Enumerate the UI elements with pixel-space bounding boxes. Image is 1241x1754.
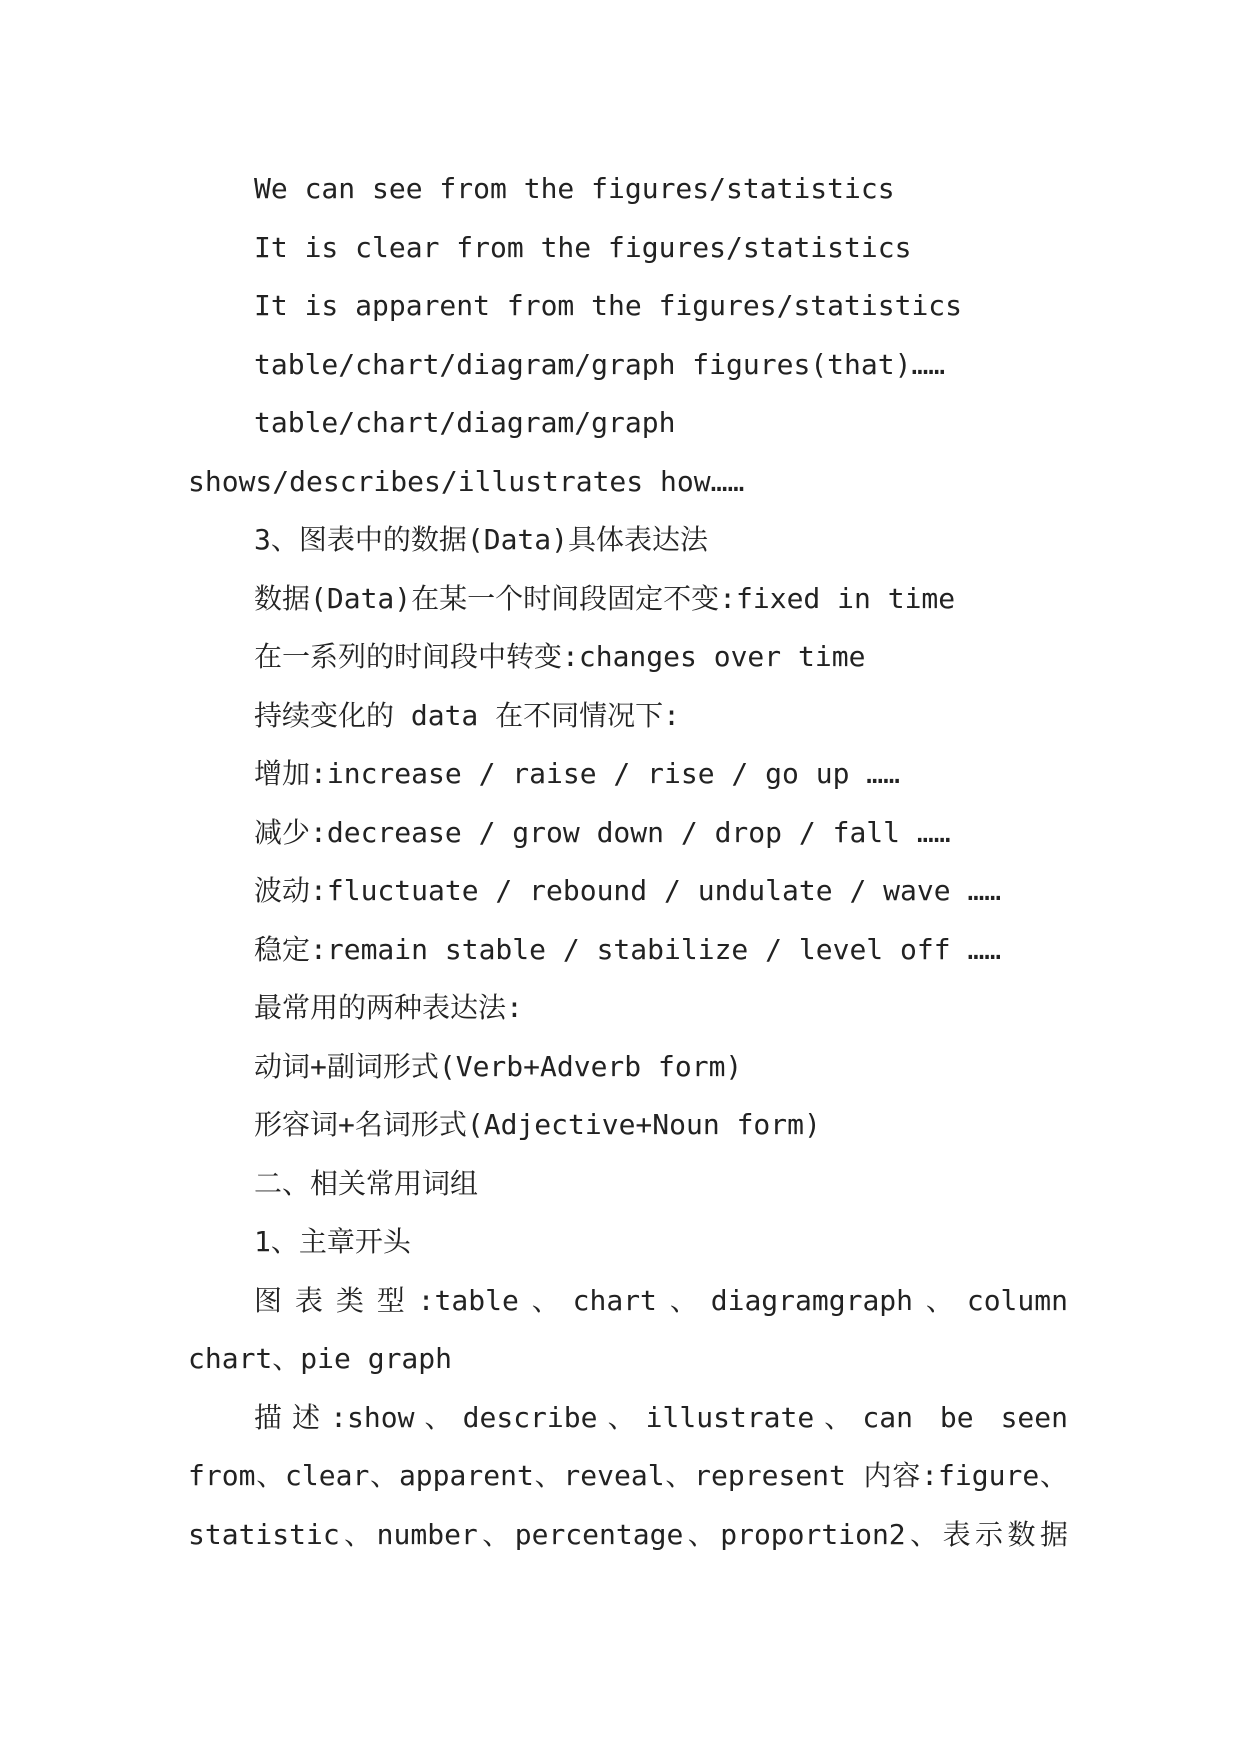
document-body: [188, 160, 1068, 1564]
text-line: table/chart/diagram/graph figures(that)……: [254, 347, 946, 381]
text-line: from、clear、apparent、reveal、represent 内容:figure、: [188, 1459, 1068, 1492]
text-line: 形容词+名词形式(Adjective+Noun form): [254, 1108, 821, 1141]
text-line: 增加:increase / raise / rise / go up ……: [254, 757, 901, 790]
text-line: It is apparent from the figures/statistics: [254, 289, 963, 322]
text-line: We can see from the figures/statistics: [254, 172, 895, 205]
text-line: 动词+副词形式(Verb+Adverb form): [254, 1049, 743, 1083]
text-line: 在一系列的时间段中转变:changes over time: [254, 640, 866, 673]
text-line: 数据(Data)在某一个时间段固定不变:fixed in time: [254, 581, 956, 615]
text-line: 描述:show、describe、illustrate、can be seen: [254, 1400, 1068, 1434]
section-heading: 二、相关常用词组: [254, 1166, 479, 1200]
text-line: 稳定:remain stable / stabilize / level off ……: [254, 932, 1002, 966]
section-heading: 3、图表中的数据(Data)具体表达法: [254, 523, 709, 556]
text-line: It is clear from the figures/statistics: [254, 230, 912, 264]
text-line: shows/describes/illustrates how……: [188, 464, 745, 498]
text-line: chart、pie graph: [188, 1342, 453, 1375]
subsection-heading: 1、主章开头: [254, 1225, 411, 1258]
text-line: 减少:decrease / grow down / drop / fall ……: [254, 815, 951, 849]
text-line: 持续变化的 data 在不同情况下:: [254, 698, 681, 732]
text-line: table/chart/diagram/graph: [254, 406, 676, 439]
text-line: 图表类型:table、chart、diagramgraph、column: [254, 1283, 1068, 1317]
text-line: 最常用的两种表达法:: [254, 991, 523, 1024]
text-line: statistic、number、percentage、proportion2、表示数据: [188, 1517, 1068, 1551]
text-line: 波动:fluctuate / rebound / undulate / wave ……: [254, 874, 1002, 907]
